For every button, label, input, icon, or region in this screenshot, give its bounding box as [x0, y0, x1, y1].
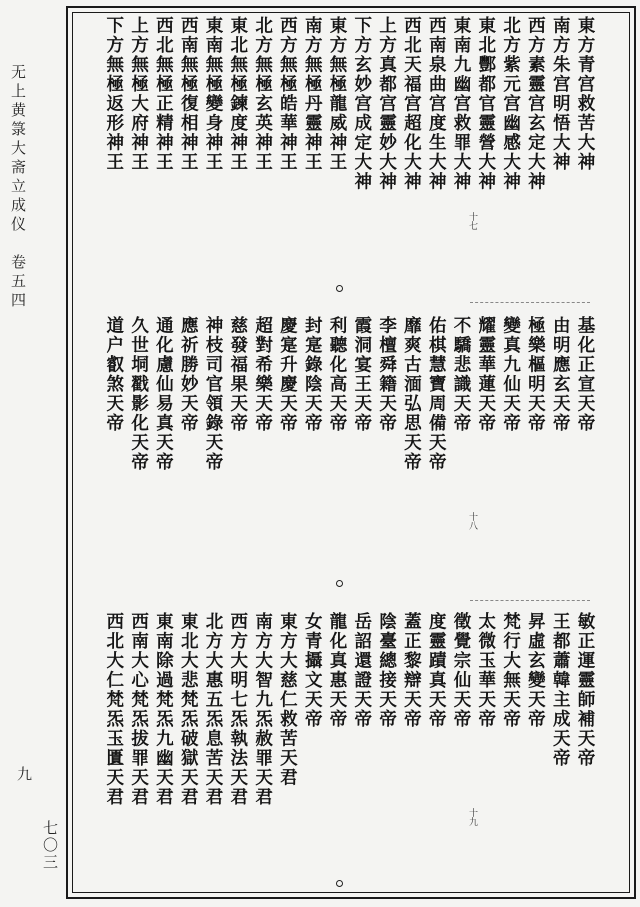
text-column: 應祈勝妙天帝: [178, 316, 199, 433]
section-divider: [470, 302, 590, 303]
text-column: 西南大心梵炁拔罪天君: [128, 612, 149, 807]
text-column: 徵覺宗仙天帝: [451, 612, 471, 729]
text-column: 下方玄妙宫成定大神: [351, 16, 372, 192]
text-column: 靡爽古湎弘思天帝: [401, 316, 422, 472]
text-column: 東方青宫救苦大神: [575, 16, 595, 172]
text-column: 西南無極復相神王: [178, 16, 199, 172]
text-column: 東南無極變身神王: [203, 16, 223, 172]
text-column: 東北無極鍊度神王: [227, 16, 248, 172]
text-column: 佑棋慧寶周備天帝: [426, 316, 447, 472]
text-column: 北方大惠五炁息苦天君: [203, 612, 223, 807]
text-column: 西方無極皓華神王: [277, 16, 298, 172]
text-column: 南方無極丹靈神王: [302, 16, 323, 172]
text-column: 上方無極大府神王: [128, 16, 149, 172]
text-column: 慶寔升慶天帝: [277, 316, 298, 433]
text-column: 不驕悲識天帝: [451, 316, 471, 433]
text-column: 超對希樂天帝: [252, 316, 273, 433]
text-column: 東南除過梵炁九幽天君: [153, 612, 174, 807]
section-divider: [470, 600, 590, 601]
text-column: 梵行大無天帝: [500, 612, 521, 729]
text-column: 南方朱宫明悟大神: [550, 16, 571, 172]
text-column: 東方無極龍威神王: [327, 16, 347, 172]
text-column: 西方素靈宫玄定大神: [525, 16, 546, 192]
text-column: 神枝司官領錄天帝: [203, 316, 223, 472]
text-column: 西南泉曲宫度生大神: [426, 16, 447, 192]
text-column: 岳詔還證天帝: [351, 612, 372, 729]
text-column: 耀靈華蓮天帝: [475, 316, 496, 433]
text-column: 東北酆都官靈營大神: [475, 16, 496, 192]
text-column: 龍化真惠天帝: [327, 612, 347, 729]
text-column: 下方無極返形神王: [103, 16, 124, 172]
text-column: 東方大慈仁救苦天君: [277, 612, 298, 788]
text-column: 西北無極正精神王: [153, 16, 174, 172]
text-column: 變真九仙天帝: [500, 316, 521, 433]
margin-book-title: 无上黄箓大斋立成仪: [9, 64, 27, 235]
text-column: 度靈蹟真天帝: [426, 612, 447, 729]
text-column: 上方真都宫靈妙大神: [376, 16, 397, 192]
text-column: 南方大智九炁赦罪天君: [252, 612, 273, 807]
folio-mark: 十九: [467, 808, 477, 826]
text-column: 通化慮仙易真天帝: [153, 316, 174, 472]
margin-title: [8, 64, 29, 311]
section-circle-mark: [336, 580, 343, 587]
text-column: 道户叡煞天帝: [103, 316, 124, 433]
margin-sheet-number: 七〇三: [41, 820, 59, 871]
text-column: 昇虛玄變天帝: [525, 612, 546, 729]
margin-page-number: 九: [15, 766, 33, 787]
text-column: 西北大仁梵炁玉匱天君: [103, 612, 124, 807]
folio-mark: 十七: [467, 212, 477, 230]
text-column: 北方紫元宫幽感大神: [500, 16, 521, 192]
margin-volume: 卷五四: [9, 254, 27, 311]
text-column: 極樂樞明天帝: [525, 316, 546, 433]
text-column: 由明應玄天帝: [550, 316, 571, 433]
folio-mark: 十八: [467, 512, 477, 530]
text-column: 東南九幽宫救罪大神: [451, 16, 471, 192]
text-column: 王都蕭韓主成天帝: [550, 612, 571, 768]
text-column: 蓋正黎辯天帝: [401, 612, 422, 729]
text-column: 太微玉華天帝: [475, 612, 496, 729]
text-column: 慈發福果天帝: [227, 316, 248, 433]
text-column: 敏正運靈師補天帝: [575, 612, 595, 768]
text-column: 封寔錄陰天帝: [302, 316, 323, 433]
text-column: 基化正宣天帝: [575, 316, 595, 433]
text-column: 霞洞宴王天帝: [351, 316, 372, 433]
text-column: 北方無極玄英神王: [252, 16, 273, 172]
text-column: 女青攝文天帝: [302, 612, 323, 729]
section-circle-mark: [336, 880, 343, 887]
text-column: 西方大明七炁執法天君: [227, 612, 248, 807]
text-column: 陰臺總接天帝: [376, 612, 397, 729]
section-circle-mark: [336, 285, 343, 292]
text-column: 西北天福宫超化大神: [401, 16, 422, 192]
text-column: 利聽化高天帝: [327, 316, 347, 433]
text-column: 久世垌戳影化天帝: [128, 316, 149, 472]
text-column: 李檀舜籍天帝: [376, 316, 397, 433]
text-column: 東北大悲梵炁破獄天君: [178, 612, 199, 807]
